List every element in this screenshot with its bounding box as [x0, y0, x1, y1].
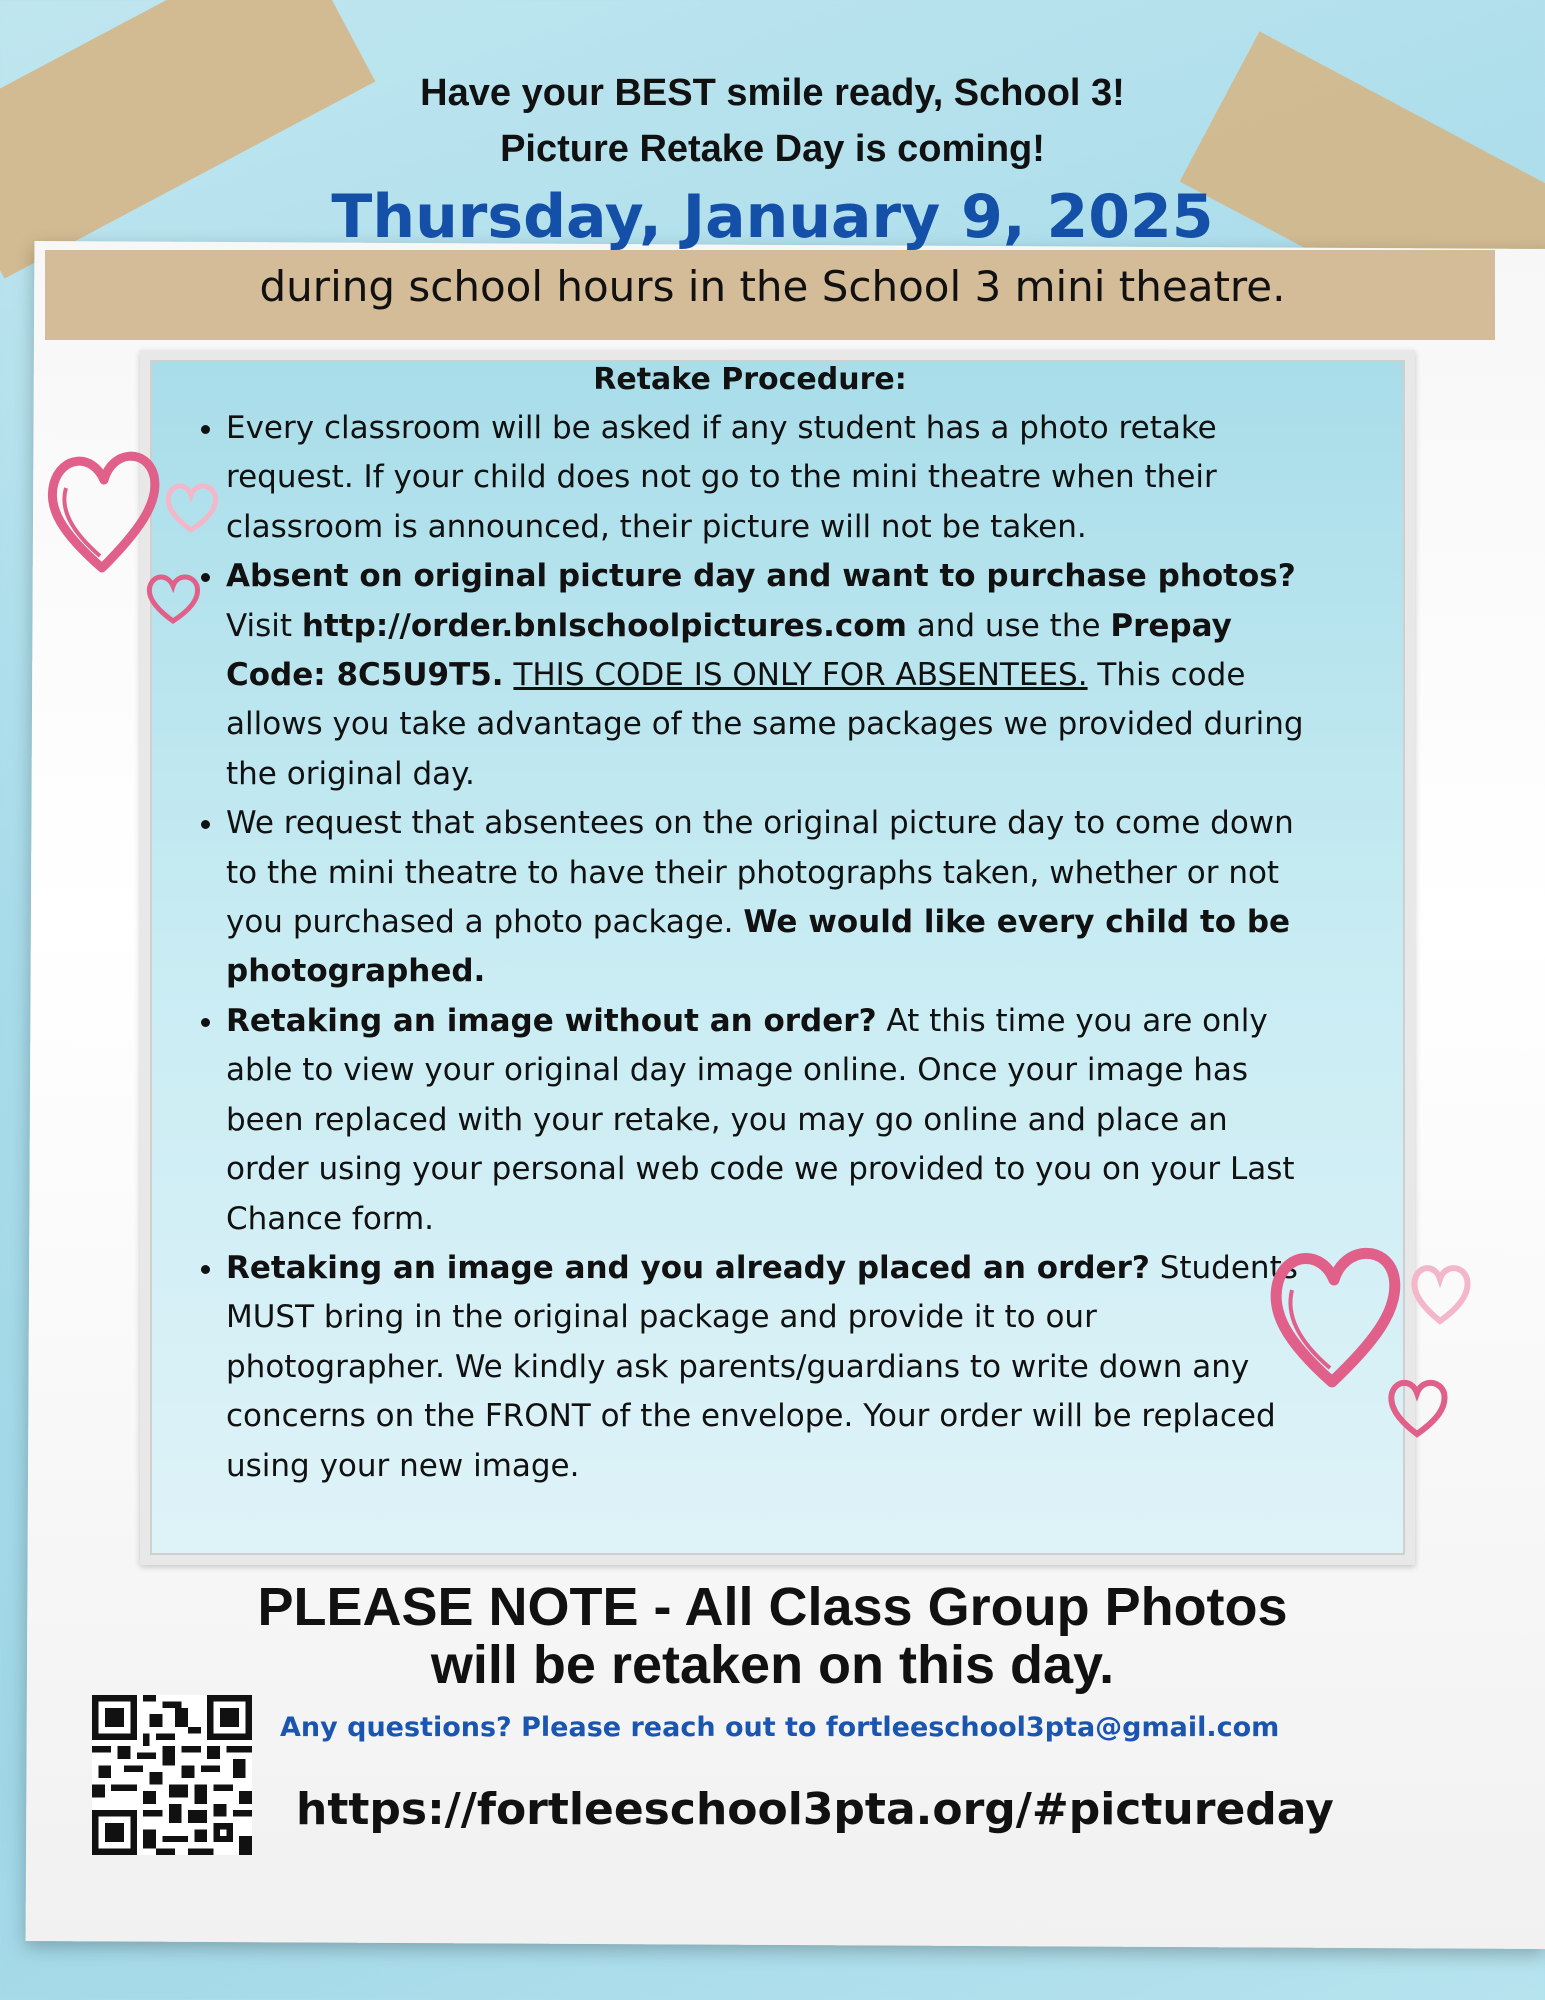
qr-code-icon[interactable] — [92, 1695, 252, 1855]
item-text: This code allows you take advantage of the same packages we provided during the original day. — [226, 657, 1304, 792]
contact-email[interactable]: Any questions? Please reach out to fortleeschool3pta@gmail.com — [280, 1712, 1280, 1743]
order-link[interactable]: http://order.bnlschoolpictures.com — [301, 607, 907, 644]
list-item — [226, 552, 1310, 799]
headline-smile: Have your BEST smile ready, School 3! — [420, 72, 1125, 114]
heart-icon — [42, 438, 172, 578]
event-location: during school hours in the School 3 mini theatre. — [259, 262, 1286, 311]
prepay-code: Prepay Code: 8C5U9T5. — [226, 607, 1232, 694]
note-line-1: PLEASE NOTE - All Class Group Photos — [257, 1577, 1288, 1637]
list-item — [226, 1244, 1310, 1491]
heart-icon — [163, 475, 223, 535]
item-text: Visit — [226, 607, 302, 644]
note-line-2: will be retaken on this day. — [430, 1635, 1115, 1695]
heart-icon — [1262, 1232, 1412, 1392]
heart-icon — [1384, 1370, 1454, 1440]
item-text: Students MUST bring in the original package and provide it to our photographer. We kindly ask parents/guardians to write down any concerns on the FRONT of the envelope. Your order will be replaced using your new image. — [226, 1249, 1298, 1484]
item-text — [504, 657, 514, 693]
retake-procedure — [190, 358, 1310, 1491]
procedure-title: Retake Procedure: — [593, 362, 907, 397]
item-text: At this time you are only able to view your original day image online. Once your image has been replaced with your retake, you may go online and place an order using your personal web code we provided to you on your Last Chance form. — [226, 1002, 1295, 1237]
item-text: and use the — [906, 607, 1111, 644]
website-link[interactable]: https://fortleeschool3pta.org/#pictureday — [296, 1784, 1334, 1835]
item-lead: Retaking an image and you already placed an order? — [226, 1249, 1150, 1286]
list-item — [226, 997, 1310, 1244]
heart-icon — [1408, 1255, 1476, 1327]
item-lead: Absent on original picture day and want to purchase photos? — [226, 558, 1296, 595]
headline-retake-day: Picture Retake Day is coming! — [500, 128, 1045, 170]
group-photo-note — [0, 1578, 1545, 1694]
item-emphasis: We would like every child to be photographed. — [226, 904, 1291, 990]
heart-icon — [143, 566, 205, 626]
event-date: Thursday, January 9, 2025 — [331, 182, 1214, 252]
item-text: We request that absentees on the original picture day to come down to the mini theatre to have their photographs taken, whether or not you purchased a photo package. — [226, 805, 1294, 941]
list-item — [226, 404, 1310, 552]
list-item — [226, 799, 1310, 997]
absentee-warning: THIS CODE IS ONLY FOR ABSENTEES. — [513, 657, 1088, 694]
item-lead: Retaking an image without an order? — [226, 1002, 877, 1039]
procedure-list — [190, 404, 1310, 1491]
item-text: Every classroom will be asked if any student has a photo retake request. If your child does not go to the mini theatre when their classroom is announced, their picture will not be taken. — [226, 410, 1217, 545]
